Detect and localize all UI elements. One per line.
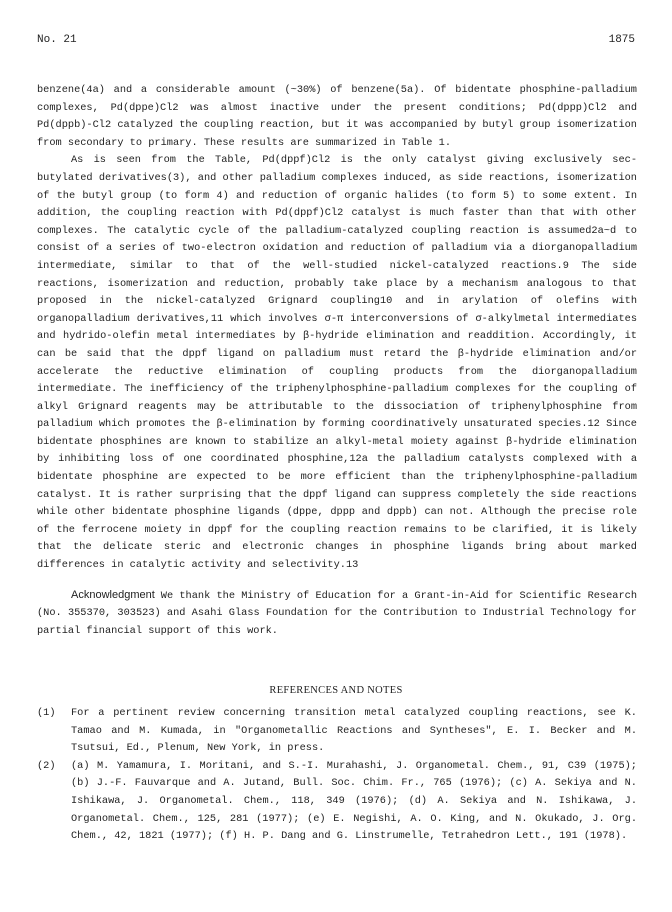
reference-text: For a pertinent review concerning transition metal catalyzed coupling reactions, see K. Tamao and M. Kumada, in "Organometallic Reactions and Syntheses", E. I. Becker and M. Tsutsui, Ed., Plenum, New York, in press. (71, 707, 637, 755)
reference-item (37, 758, 637, 846)
page-number: 1875 (608, 34, 635, 46)
paragraph-1: benzene(4a) and a considerable amount (~30%) of benzene(5a). Of bidentate phosphine-palladium complexes, Pd(dppe)Cl2 was almost inactive under the present conditions; Pd(dppp)Cl2 and Pd(dppb)-Cl2 catalyzed the coupling reaction, but it was accompanied by butyl group isomerization from secondary to primary. These results are summarized in Table 1. (37, 84, 637, 149)
article-body (37, 82, 637, 640)
reference-number: (1) (37, 707, 56, 719)
references-title: REFERENCES AND NOTES (269, 685, 403, 696)
acknowledgment-text: We thank the Ministry of Education for a Grant-in-Aid for Scientific Research (No. 355370, 303523) and Asahi Glass Foundation for the Contribution to Industrial Technology for partial financial support of this work. (37, 589, 637, 637)
reference-text: (a) M. Yamamura, I. Moritani, and S.-I. Murahashi, J. Organometal. Chem., 91, C39 (1975); (b) J.-F. Fauvarque and A. Jutand, Bull. Soc. Chim. Fr., 765 (1976); (c) A. Sekiya and N. Ishikawa, J. Organometal. Chem., 118, 349 (1976); (d) A. Sekiya and N. Ishikawa, J. Organometal. Chem., 125, 281 (1977); (e) E. Negishi, A. O. King, and N. Okukado, J. Org. Chem., 42, 1821 (1977); (f) H. P. Dang and G. Linstrumelle, Tetrahedron Lett., 191 (1978). (71, 759, 637, 843)
reference-number: (2) (37, 759, 56, 772)
references-list (37, 705, 637, 846)
reference-item (37, 705, 637, 758)
acknowledgment (37, 587, 637, 641)
acknowledgment-label: Acknowledgment (71, 588, 155, 601)
issue-number: No. 21 (37, 34, 77, 46)
paragraph-2: As is seen from the Table, Pd(dppf)Cl2 is the only catalyst giving exclusively sec-butylated derivatives(3), and other palladium complexes induced, as side reactions, isomerization of the butyl group (to form 4) and reduction of organic halides (to form 5) to some extent. In addition, the coupling reaction with Pd(dppf)Cl2 catalyst is much faster than that with other complexes. The catalytic cycle of the palladium-catalyzed coupling reaction is assumed2a~d to consist of a series of two-electron oxidation and reduction of palladium via a diorganopalladium intermediate, similar to that of the well-studied nickel-catalyzed reactions.9 The side reactions, isomerization and reduction, probably take place by a mechanism analogous to that proposed in the nickel-catalyzed Grignard coupling10 and in arylation of olefins with organopalladium derivatives,11 which involves σ-π interconversions of σ-alkylmetal intermediates and hydrido-olefin metal intermediates by β-hydride elimination and readdition. Accordingly, it can be said that the dppf ligand on palladium must retard the β-hydride elimination and/or accelerate the reductive elimination of coupling products from the diorganopalladium intermediate. The inefficiency of the triphenylphosphine-palladium complexes for the coupling of alkyl Grignard reagents may be attributable to the dissociation of triphenylphosphine from palladium which promotes the β-elimination by forming coordinatively unsaturated species.12 Since bidentate phosphines are known to stabilize an alkyl-metal moiety against β-hydride elimination by inhibiting loss of one coordinated phosphine,12a the palladium catalysts complexed with a bidentate phosphine are expected to be more efficient than the triphenylphosphine-palladium catalyst. It is rather surprising that the dppf ligand can suppress completely the side reactions while other bidentate phosphine ligands (dppe, dppp and dppb) can not. Although the precise role of the ferrocene moiety in dppf for the coupling reaction remains to be clarified, it is likely that the delicate steric and electronic changes in phosphine ligands bring about marked differences in catalytic activity and selectivity.13 (37, 154, 637, 572)
